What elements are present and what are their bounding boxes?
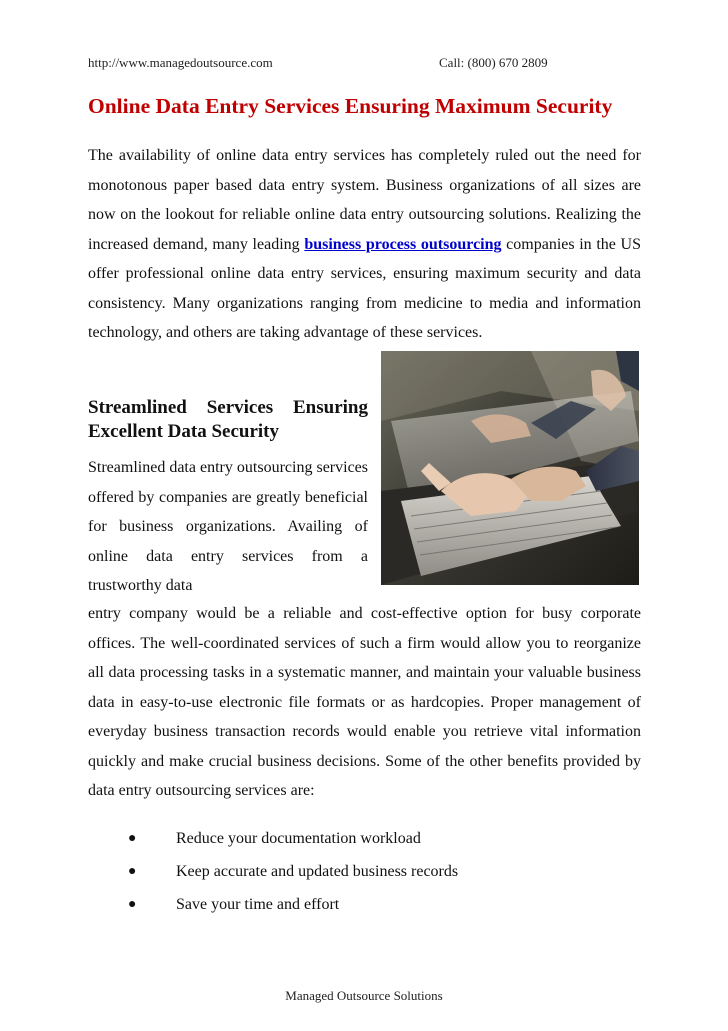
list-item: [88, 822, 641, 855]
list-item: [88, 888, 641, 921]
intro-text-end: companies in the US offer professional online data entry services, ensuring maximum security and data consistency. Many organizations ranging from medicine to media and information technology, and others are taking advantage of these services.: [88, 235, 641, 341]
header-url: http://www.managedoutsource.com: [88, 55, 273, 70]
page-title: Online Data Entry Services Ensuring Maximum Security: [88, 94, 613, 118]
bullet-icon: ●: [128, 831, 137, 846]
bullet-icon: ●: [128, 864, 137, 879]
list-item-text: Keep accurate and updated business records: [176, 863, 459, 880]
list-item-text: Save your time and effort: [176, 896, 340, 913]
list-item: [88, 855, 641, 888]
header-phone: Call: (800) 670 2809: [439, 55, 548, 70]
benefits-list: [88, 822, 641, 921]
page-footer: Managed Outsource Solutions: [285, 988, 443, 1003]
section-paragraph-start: Streamlined data entry outsourcing services offered by companies are greatly beneficial for business organizations. Availing of online data entry services from a trustworthy data: [88, 459, 368, 594]
list-item-text: Reduce your documentation workload: [176, 830, 421, 847]
bpo-link[interactable]: business process outsourcing: [304, 235, 502, 253]
section-heading: Streamlined Services Ensuring Excellent Data Security: [88, 397, 368, 442]
intro-paragraph: [88, 141, 641, 348]
intro-text-start: The availability of online data entry services has completely ruled out the need for monotonous paper based data entry system. Business organizations of all sizes are now on the lookout for reliable online data entry outsourcing solutions. Realizing the increased demand, many leading: [88, 147, 641, 253]
typing-hands-photo: [381, 351, 639, 585]
section-paragraph-continued: entry company would be a reliable and cost-effective option for busy corporate offices. The well-coordinated services of such a firm would allow you to reorganize all data processing tasks in a systematic manner, and maintain your valuable business data in easy-to-use electronic file formats or as hardcopies. Proper management of everyday business transaction records would enable you retrieve vital information quickly and make crucial business decisions. Some of the other benefits provided by data entry outsourcing services are:: [88, 605, 641, 799]
bullet-icon: ●: [128, 897, 137, 912]
